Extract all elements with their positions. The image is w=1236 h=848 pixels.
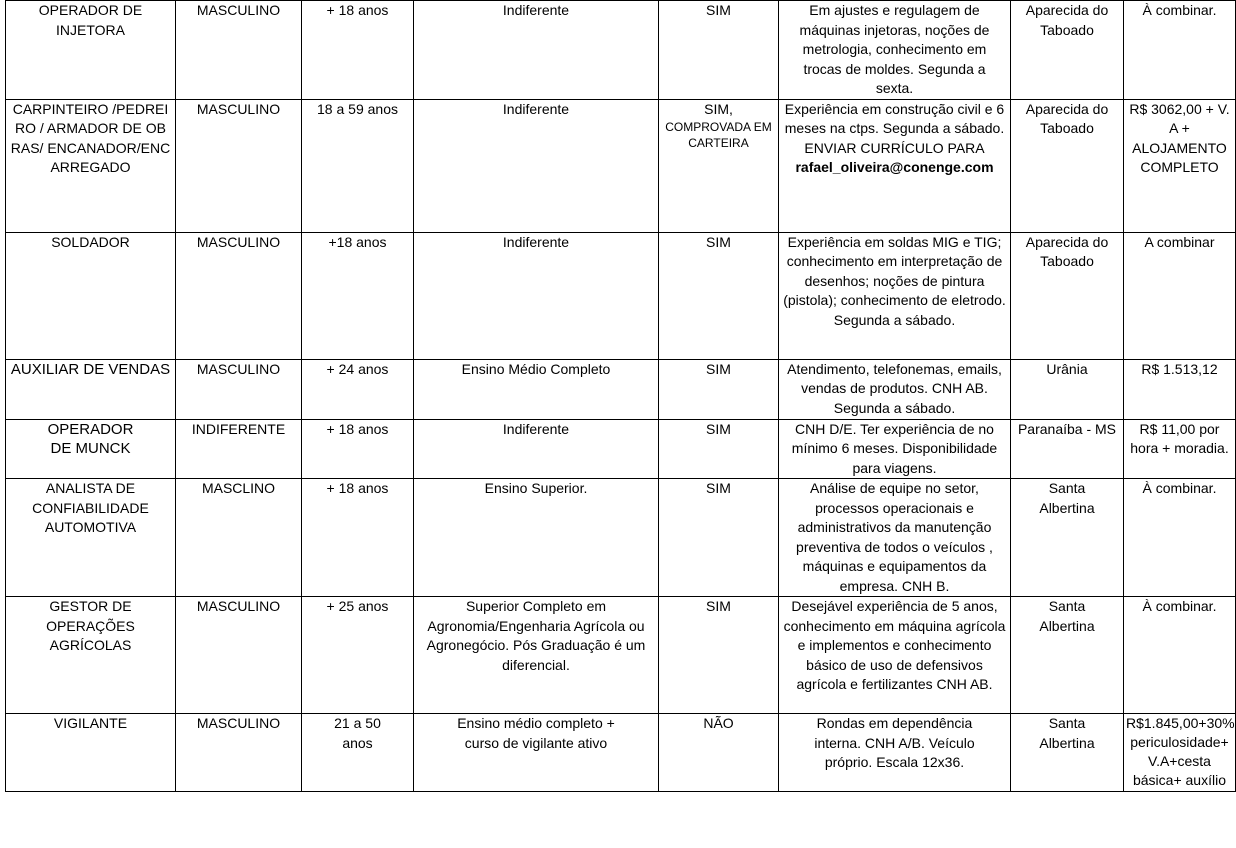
salario-cell: R$ 1.513,12	[1124, 359, 1236, 419]
escolaridade-cell: Ensino Médio Completo	[414, 359, 659, 419]
requisitos-cell	[779, 99, 1011, 232]
idade-cell: + 18 anos	[302, 1, 414, 100]
requisitos-cell: Rondas em dependência interna. CNH A/B. Veículo próprio. Escala 12x36.	[779, 714, 1011, 792]
sexo-cell: MASCULINO	[176, 1, 302, 100]
sexo-cell: INDIFERENTE	[176, 419, 302, 479]
sexo-cell: MASCLINO	[176, 479, 302, 597]
cargo-cell: GESTOR DE OPERAÇÕES AGRÍCOLAS	[6, 597, 176, 714]
cnh-cell	[659, 99, 779, 232]
table-row	[6, 479, 1236, 597]
cnh-cell: SIM	[659, 479, 779, 597]
cargo-cell: CARPINTEIRO /PEDREIRO / ARMADOR DE OBRAS/ ENCANADOR/ENCARREGADO	[6, 99, 176, 232]
cargo-cell: ANALISTA DE CONFIABILIDADE AUTOMOTIVA	[6, 479, 176, 597]
curriculo-instruction: ENVIAR CURRÍCULO PARA	[804, 139, 985, 156]
sexo-cell: MASCULINO	[176, 714, 302, 792]
escolaridade-cell: Indiferente	[414, 1, 659, 100]
escolaridade-cell: Indiferente	[414, 232, 659, 359]
cidade-cell: Santa Albertina	[1011, 479, 1124, 597]
cargo-cell: OPERADOR DE MUNCK	[6, 419, 176, 479]
table-row	[6, 419, 1236, 479]
salario-cell: A combinar	[1124, 232, 1236, 359]
sexo-cell: MASCULINO	[176, 232, 302, 359]
requisitos-cell: Em ajustes e regulagem de máquinas injetoras, noções de metrologia, conhecimento em trocas de moldes. Segunda a sexta.	[779, 1, 1011, 100]
cnh-value: SIM,	[704, 100, 733, 117]
cnh-note: COMPROVADA EM CARTEIRA	[665, 120, 772, 150]
salario-cell: À combinar.	[1124, 597, 1236, 714]
cidade-cell: Santa Albertina	[1011, 597, 1124, 714]
escolaridade-cell: Ensino médio completo + curso de vigilante ativo	[414, 714, 659, 792]
cidade-cell: Aparecida do Taboado	[1011, 99, 1124, 232]
salario-cell: À combinar.	[1124, 1, 1236, 100]
requisitos-cell: CNH D/E. Ter experiência de no mínimo 6 meses. Disponibilidade para viagens.	[779, 419, 1011, 479]
table-row	[6, 232, 1236, 359]
requisitos-cell: Atendimento, telefonemas, emails, vendas de produtos. CNH AB. Segunda a sábado.	[779, 359, 1011, 419]
cnh-cell: SIM	[659, 1, 779, 100]
requisitos-text: Experiência em construção civil e 6 meses na ctps. Segunda a sábado.	[784, 100, 1005, 136]
salario-cell: R$1.845,00+30% periculosidade+ V.A+cesta básica+ auxílio	[1124, 714, 1236, 792]
cidade-cell: Aparecida do Taboado	[1011, 232, 1124, 359]
idade-cell: +18 anos	[302, 232, 414, 359]
sexo-cell: MASCULINO	[176, 99, 302, 232]
salario-cell: À combinar.	[1124, 479, 1236, 597]
cargo-cell: OPERADOR DE INJETORA	[6, 1, 176, 100]
idade-cell: + 18 anos	[302, 419, 414, 479]
table-row	[6, 714, 1236, 792]
idade-cell: + 25 anos	[302, 597, 414, 714]
table-row	[6, 597, 1236, 714]
escolaridade-cell: Indiferente	[414, 419, 659, 479]
idade-cell: 18 a 59 anos	[302, 99, 414, 232]
cnh-cell: NÃO	[659, 714, 779, 792]
idade-cell: 21 a 50 anos	[302, 714, 414, 792]
table-row	[6, 359, 1236, 419]
requisitos-cell: Experiência em soldas MIG e TIG; conhecimento em interpretação de desenhos; noções de pintura (pistola); conhecimento de eletrodo. Segunda a sábado.	[779, 232, 1011, 359]
escolaridade-cell: Ensino Superior.	[414, 479, 659, 597]
sexo-cell: MASCULINO	[176, 597, 302, 714]
cnh-cell: SIM	[659, 232, 779, 359]
cnh-cell: SIM	[659, 597, 779, 714]
job-vacancies-table	[5, 0, 1236, 792]
cargo-cell: AUXILIAR DE VENDAS	[6, 359, 176, 419]
salario-cell: R$ 3062,00 + V. A + ALOJAMENTO COMPLETO	[1124, 99, 1236, 232]
requisitos-cell: Desejável experiência de 5 anos, conhecimento em máquina agrícola e implementos e conhecimento básico de uso de defensivos agrícola e fertilizantes CNH AB.	[779, 597, 1011, 714]
cidade-cell: Paranaíba - MS	[1011, 419, 1124, 479]
cnh-cell: SIM	[659, 419, 779, 479]
cargo-cell: SOLDADOR	[6, 232, 176, 359]
sexo-cell: MASCULINO	[176, 359, 302, 419]
cidade-cell: Aparecida do Taboado	[1011, 1, 1124, 100]
cargo-cell: VIGILANTE	[6, 714, 176, 792]
escolaridade-cell: Indiferente	[414, 99, 659, 232]
salario-cell: R$ 11,00 por hora + moradia.	[1124, 419, 1236, 479]
escolaridade-cell: Superior Completo em Agronomia/Engenharia Agrícola ou Agronegócio. Pós Graduação é um diferencial.	[414, 597, 659, 714]
requisitos-cell: Análise de equipe no setor, processos operacionais e administrativos da manutenção preventiva de todos o veículos , máquinas e equipamentos da empresa. CNH B.	[779, 479, 1011, 597]
idade-cell: + 18 anos	[302, 479, 414, 597]
cidade-cell: Urânia	[1011, 359, 1124, 419]
cnh-cell: SIM	[659, 359, 779, 419]
table-row	[6, 99, 1236, 232]
cidade-cell: Santa Albertina	[1011, 714, 1124, 792]
email-link[interactable]: rafael_oliveira@conenge.com	[795, 159, 994, 175]
table-row	[6, 1, 1236, 100]
idade-cell: + 24 anos	[302, 359, 414, 419]
